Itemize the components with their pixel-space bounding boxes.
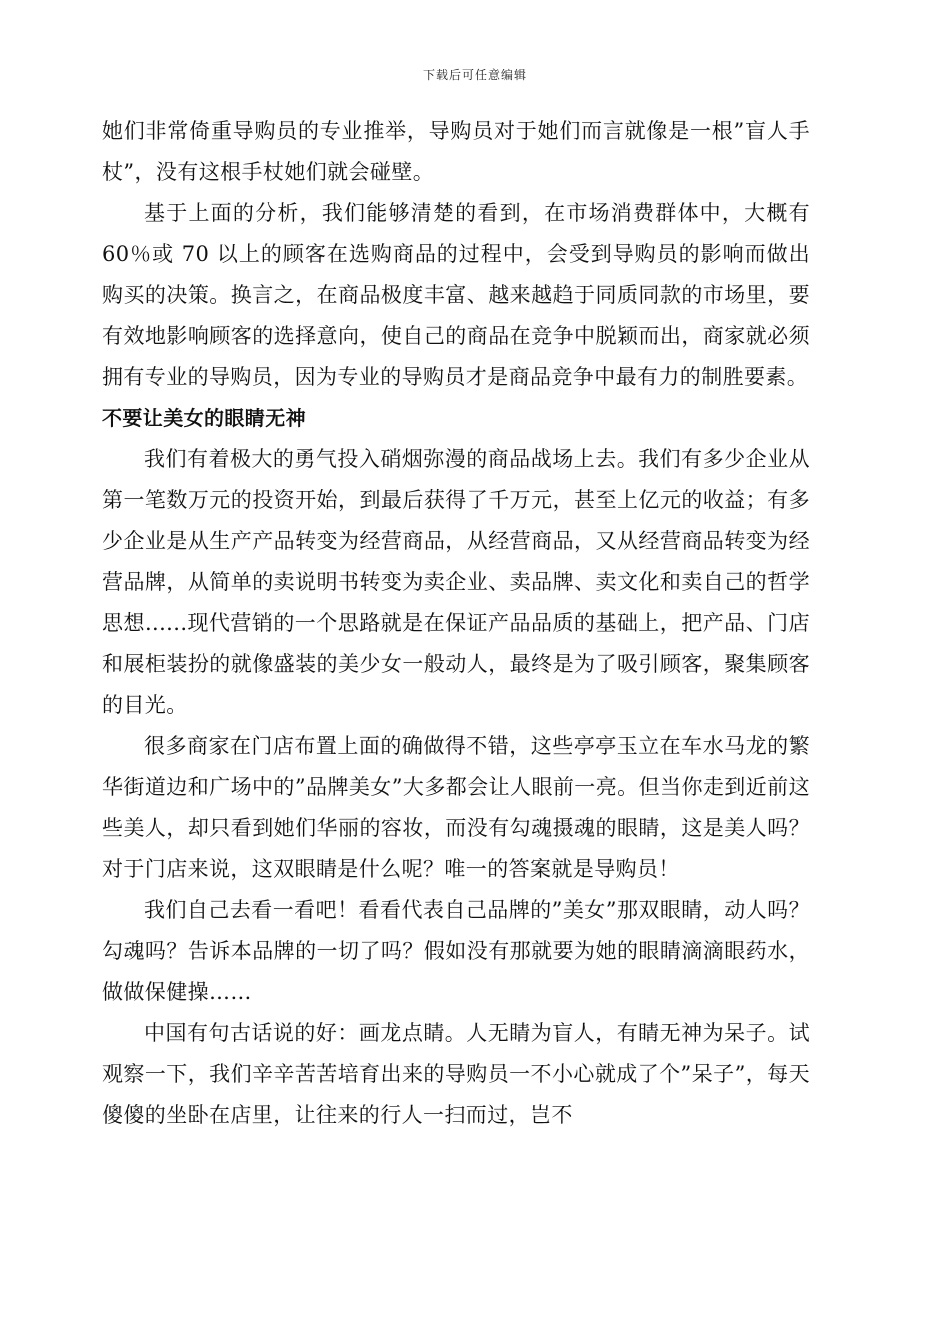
document-body — [102, 111, 810, 1136]
paragraph: 我们自己去看一看吧！看看代表自己品牌的”美女”那双眼睛，动人吗？勾魂吗？告诉本品牌的一切了吗？假如没有那就要为她的眼睛滴滴眼药水，做做保健操…… — [102, 898, 810, 1004]
page-header: 下载后可任意编辑 — [422, 68, 527, 82]
paragraph: 中国有句古话说的好：画龙点睛。人无睛为盲人，有睛无神为呆子。试观察一下，我们辛辛苦苦培育出来的导购员一不小心就成了个”呆子”，每天傻傻的坐卧在店里，让往来的行人一扫而过，岂不 — [102, 1021, 810, 1127]
paragraph: 基于上面的分析，我们能够清楚的看到，在市场消费群体中，大概有 60％或 70 以上的顾客在选购商品的过程中，会受到导购员的影响而做出购买的决策。换言之，在商品极度丰富、越来越趋于同质同款的市场里，要有效地影响顾客的选择意向，使自己的商品在竞争中脱颖而出，商家就必须拥有专业的导购员，因为专业的导购员才是商品竞争中最有力的制胜要素。 — [102, 201, 810, 389]
section-heading: 不要让美女的眼睛无神 — [102, 406, 306, 430]
paragraph: 她们非常倚重导购员的专业推举，导购员对于她们而言就像是一根”盲人手杖”，没有这根手杖她们就会碰壁。 — [102, 119, 810, 184]
paragraph: 我们有着极大的勇气投入硝烟弥漫的商品战场上去。我们有多少企业从第一笔数万元的投资开始，到最后获得了千万元，甚至上亿元的收益；有多少企业是从生产产品转变为经营商品，从经营商品，又从经营商品转变为经营品牌，从简单的卖说明书转变为卖企业、卖品牌、卖文化和卖自己的哲学思想......现代营销的一个思路就是在保证产品品质的基础上，把产品、门店和展柜装扮的就像盛装的美少女一般动人，最终是为了吸引顾客，聚集顾客的目光。 — [102, 447, 810, 717]
paragraph: 很多商家在门店布置上面的确做得不错，这些亭亭玉立在车水马龙的繁华街道边和广场中的”品牌美女”大多都会让人眼前一亮。但当你走到近前这些美人，却只看到她们华丽的容妆，而没有勾魂摄魂的眼睛，这是美人吗？对于门店来说，这双眼睛是什么呢？唯一的答案就是导购员！ — [102, 734, 810, 881]
